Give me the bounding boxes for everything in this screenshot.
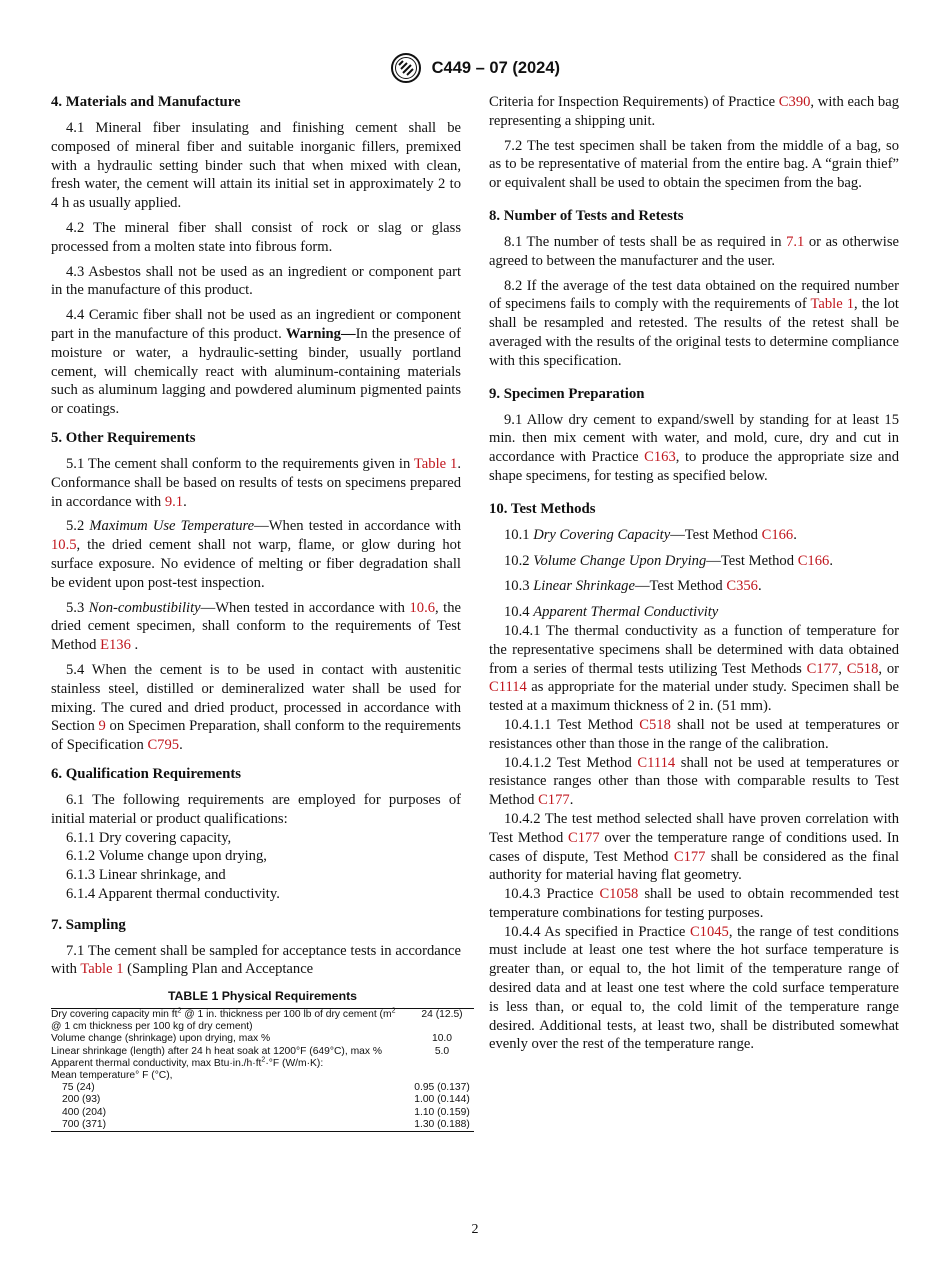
para-7-1: 7.1 The cement shall be sampled for acceptance tests in accordance with Table 1 (Sampling Plan and Acceptance [51, 942, 461, 978]
table-row [51, 1094, 474, 1106]
page-header [0, 52, 950, 84]
link-10-5[interactable]: 10.5 [51, 537, 77, 554]
section-6-heading: 6. Qualification Requirements [51, 765, 242, 782]
list-item-6-1-4: 6.1.4 Apparent thermal conductivity. [66, 885, 280, 902]
link-c518[interactable]: C518 [639, 716, 671, 733]
para-4-1: 4.1 Mineral fiber insulating and finishing cement shall be composed of mineral fiber and suitable inorganic fillers, premixed with a hydraulic setting binder such that when mixed with clean, fresh water, the cement will attain its initial set in approximately 2 to 4 h as usually applied. [51, 120, 461, 212]
section-10-heading: 10. Test Methods [489, 500, 596, 517]
table-cell-requirement: Linear shrinkage (length) after 24 h heat soak at 1200°F (649°C), max % [51, 1045, 383, 1057]
link-c166[interactable]: C166 [761, 526, 794, 543]
table-row [51, 1070, 474, 1082]
para-10-4-4: 10.4.4 As specified in Practice C1045, the range of test conditions must include at least one test where the hot surface temperature is greater than, or equal to, the hot limit of the temperature range of desired data and at least one test where the cold surface temperature is less than, or equal to, the cold limit of the temperature range desired. Additional tests, at least two, shall be distributed somewhat evenly over the rest of the temperature range. [489, 923, 899, 1053]
link-section-9[interactable]: 9 [98, 718, 106, 735]
para-5-3: 5.3 Non-combustibility—When tested in accordance with 10.6, the dried cement specimen, shall conform to the requirements of Test Method E136 . [51, 599, 461, 654]
para-9-1: 9.1 Allow dry cement to expand/swell by standing for at least 15 min. then mix cement with water, and mold, cure, dry and cut in accordance with Practice C163, to produce the appropriate size and shape specimens, for testing as specified below. [489, 411, 899, 484]
section-7-heading: 7. Sampling [51, 916, 126, 933]
link-c795[interactable]: C795 [147, 737, 180, 754]
link-c1058[interactable]: C1058 [599, 886, 639, 903]
para-10-4-3: 10.4.3 Practice C1058 shall be used to obtain recommended test temperature combinations for testing purposes. [489, 886, 900, 921]
table-row [51, 1009, 474, 1033]
list-item-6-1-1: 6.1.1 Dry covering capacity, [66, 829, 232, 846]
table-cell-value [410, 1070, 474, 1082]
para-4-4: 4.4 Ceramic fiber shall not be used as an ingredient or component part in the manufacture of this product. Warning—In the presence of moisture or water, a hydraulic-setting binder, usually portland cement, will chemically react with aluminum-containing materials such as aluminum lagging and powdered aluminum pigmented paints or coatings. [51, 307, 461, 418]
table-cell-value: 24 (12.5) [421, 1009, 463, 1020]
para-8-2: 8.2 If the average of the test data obtained on the required number of specimens fails to comply with the requirements of Table 1, the lot shall be resampled and retested. The results of the retest shall be averaged with the results of the original tests to determine compliance with this specification. [489, 277, 899, 369]
link-c177[interactable]: C177 [568, 829, 600, 846]
link-c518[interactable]: C518 [846, 660, 879, 677]
right-column [489, 93, 899, 1054]
para-4-2: 4.2 The mineral fiber shall consist of rock or slag or glass processed from a molten state into fibrous form. [51, 219, 461, 255]
link-c1114[interactable]: C1114 [637, 754, 676, 771]
section-5-heading: 5. Other Requirements [51, 429, 196, 446]
para-4-3: 4.3 Asbestos shall not be used as an ingredient or component part in the manufacture of this product. [51, 263, 461, 299]
para-5-4: 5.4 When the cement is to be used in contact with austenitic stainless steel, distilled or demineralized water shall be used for mixing. The cured and dried product, processed in accordance with Section 9 on Specimen Preparation, shall conform to the requirements of Specification C795. [51, 661, 461, 754]
list-item-6-1-3: 6.1.3 Linear shrinkage, and [66, 867, 226, 884]
para-10-4-1-2: 10.4.1.2 Test Method C1114 shall not be used at temperatures or resistance ranges other than those with comparable results to Test Method C177. [489, 754, 900, 809]
table-cell-requirement: Apparent thermal conductivity, $\max Btu\cdot in./h\cdot ft^2\cdot^\circ F$ (W/m·K): [51, 1056, 324, 1069]
para-6-1: 6.1 The following requirements are employed for purposes of initial material or product qualifications: [51, 791, 461, 827]
link-c166[interactable]: C166 [797, 552, 830, 569]
section-8-heading: 8. Number of Tests and Retests [489, 207, 684, 224]
link-c177[interactable]: C177 [673, 848, 706, 865]
para-10-2: 10.2 Volume Change Upon Drying—Test Method C166. [504, 552, 833, 569]
link-c177[interactable]: C177 [806, 660, 839, 677]
table-cell-requirement: 400 (204) [62, 1106, 107, 1118]
table-row [51, 1033, 474, 1045]
table-caption: TABLE 1 Physical Requirements [167, 989, 358, 1003]
table-row [51, 1107, 474, 1119]
link-table-1[interactable]: Table 1 [80, 961, 124, 978]
table-body [51, 1009, 474, 1131]
table-cell-value [410, 1058, 474, 1070]
para-10-4: 10.4 Apparent Thermal Conductivity [504, 604, 719, 621]
link-c390[interactable]: C390 [778, 94, 811, 110]
para-10-4-1: 10.4.1 The thermal conductivity as a function of temperature for the representative specimens shall be determined with data obtained from a series of thermal tests utilizing Test Methods C177, C518, or C1114 as appropriate for the material under study. Specimen shall be tested at a maximum thickness of 2 in. (51 mm). [489, 622, 899, 715]
para-5-1: 5.1 The cement shall conform to the requirements given in Table 1. Conformance shall be based on results of tests on specimens prepared in accordance with 9.1. [51, 455, 461, 510]
left-column [51, 93, 461, 985]
table-cell-value: 1.10 (0.159) [414, 1106, 470, 1118]
astm-logo-icon [390, 52, 422, 84]
link-table-1[interactable]: Table 1 [810, 296, 855, 313]
page-number: 2 [471, 1222, 479, 1237]
link-7-1[interactable]: 7.1 [786, 233, 805, 250]
table-cell-value: 5.0 [434, 1045, 450, 1057]
para-7-1-cont: Criteria for Inspection Requirements) of Practice C390, with each bag representing a shipping unit. [489, 94, 899, 129]
table-row [51, 1119, 474, 1131]
table-cell-requirement: Mean temperature° F (°C), [51, 1070, 173, 1082]
table-row [51, 1082, 474, 1094]
link-c356[interactable]: C356 [726, 578, 758, 595]
section-9-heading: 9. Specimen Preparation [489, 385, 645, 402]
link-table-1[interactable]: Table 1 [413, 455, 458, 472]
link-c177[interactable]: C177 [538, 792, 570, 809]
link-9-1[interactable]: 9.1 [164, 493, 184, 510]
para-10-4-1-1: 10.4.1.1 Test Method C518 shall not be used at temperatures or resistances other than those in the range of the calibration. [489, 716, 899, 752]
table-cell-requirement: 700 (371) [62, 1118, 107, 1130]
link-e136[interactable]: E136 [100, 637, 131, 654]
table-cell-requirement: 200 (93) [62, 1094, 101, 1106]
para-8-1: 8.1 The number of tests shall be as required in 7.1 or as otherwise agreed to between the manufacturer and the user. [489, 233, 899, 269]
table-cell-requirement: 75 (24) [62, 1082, 95, 1094]
table-cell-value: 1.00 (0.144) [414, 1094, 470, 1106]
table-bottom-rule [51, 1131, 474, 1132]
link-c1045[interactable]: C1045 [689, 923, 729, 940]
section-4-heading: 4. Materials and Manufacture [51, 94, 241, 110]
table-cell-value: 1.30 (0.188) [414, 1118, 470, 1130]
para-10-3: 10.3 Linear Shrinkage—Test Method C356. [504, 578, 762, 595]
table-cell-requirement: Dry covering capacity $\min ft^2$ @ 1 in. thickness per 100 lb of dry cement ($m^2$ @ 1 cm thickness per 100 kg of dry cement) [51, 1007, 396, 1033]
para-10-1: 10.1 Dry Covering Capacity—Test Method C166. [504, 526, 797, 543]
link-c163[interactable]: C163 [644, 449, 676, 466]
para-7-2: 7.2 The test specimen shall be taken from the middle of a bag, so as to be representative of material from the entire bag. A “grain thief” or equivalent shall be used to obtain the specimen from the bag. [489, 137, 899, 192]
table-cell-requirement: Volume change (shrinkage) upon drying, max % [51, 1033, 271, 1045]
table-cell-value: 0.95 (0.137) [414, 1082, 470, 1094]
warning-label: Warning— [285, 325, 356, 342]
para-5-2: 5.2 Maximum Use Temperature—When tested in accordance with 10.5, the dried cement shall not warp, flame, or glow during hot surface exposure. No evidence of melting or fiber degradation shall be evident upon post-test inspection. [51, 518, 461, 591]
document-code: C449 – 07 (2024) [431, 58, 561, 77]
link-10-6[interactable]: 10.6 [409, 599, 436, 616]
table-1 [51, 988, 474, 1132]
link-c1114[interactable]: C1114 [489, 679, 527, 696]
para-10-4-2: 10.4.2 The test method selected shall have proven correlation with Test Method C177 over the temperature range of conditions used. In cases of dispute, Test Method C177 shall be considered as the final authority for material having flat geometry. [489, 810, 899, 884]
table-cell-value: 10.0 [431, 1033, 453, 1045]
table-row [51, 1058, 474, 1070]
list-item-6-1-2: 6.1.2 Volume change upon drying, [66, 848, 267, 865]
